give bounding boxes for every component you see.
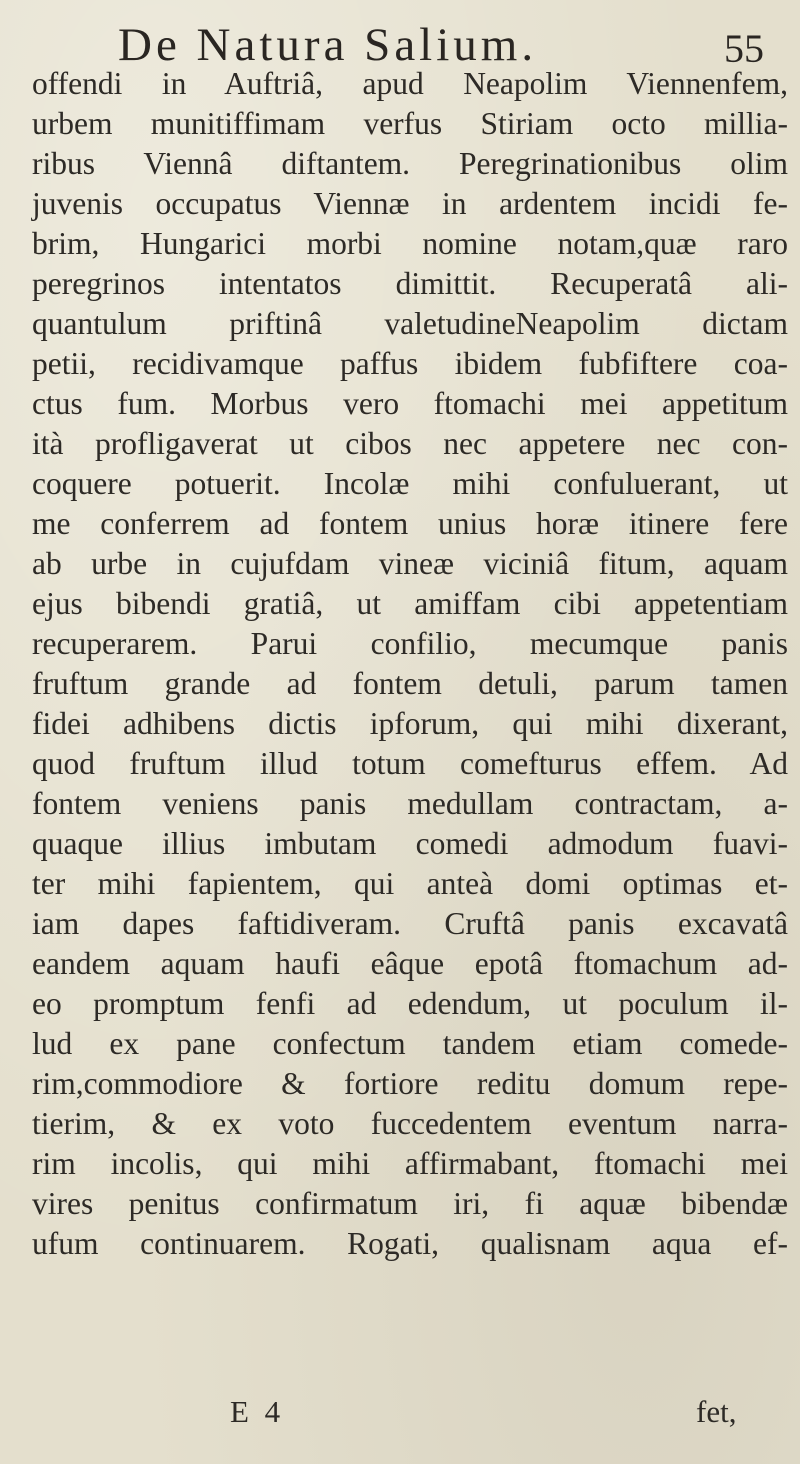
text-line: eo promptum fenfi ad edendum, ut poculum il- <box>32 986 788 1021</box>
text-line: ter mihi fapientem, qui anteà domi optimas et- <box>32 866 788 901</box>
text-line: ribus Viennâ diftantem. Peregrinationibus olim <box>32 146 788 181</box>
text-line: quaque illius imbutam comedi admodum fuavi- <box>32 826 788 861</box>
text-line: tierim, & ex voto fuccedentem eventum narra- <box>32 1106 788 1141</box>
text-line: rim,commodiore & fortiore reditu domum repe- <box>32 1066 788 1101</box>
running-head: De Natura Salium. <box>118 19 538 71</box>
text-line: offendi in Auftriâ, apud Neapolim Viennenfem, <box>32 66 788 101</box>
text-line: petii, recidivamque paffus ibidem fubfiftere coa- <box>32 346 788 381</box>
page-footer <box>0 1392 800 1432</box>
text-line: ufum continuarem. Rogati, qualisnam aqua ef- <box>32 1226 788 1261</box>
catchword: fet, <box>696 1394 737 1429</box>
text-line: fidei adhibens dictis ipforum, qui mihi dixerant, <box>32 706 788 741</box>
text-line: eandem aquam haufi eâque epotâ ftomachum ad- <box>32 946 788 981</box>
signature-mark: E 4 <box>230 1394 285 1429</box>
text-line: vires penitus confirmatum iri, fi aquæ bibendæ <box>32 1186 788 1221</box>
text-line: me conferrem ad fontem unius horæ itinere fere <box>32 506 788 541</box>
text-line: quod fruftum illud totum comefturus effem. Ad <box>32 746 788 781</box>
text-line: fontem veniens panis medullam contractam, a- <box>32 786 788 821</box>
text-line: urbem munitiffimam verfus Stiriam octo millia- <box>32 106 788 141</box>
text-line: ità profligaverat ut cibos nec appetere nec con- <box>32 426 788 461</box>
text-line: rim incolis, qui mihi affirmabant, ftomachi mei <box>32 1146 788 1181</box>
text-line: iam dapes faftidiveram. Cruftâ panis excavatâ <box>32 906 788 941</box>
text-line: lud ex pane confectum tandem etiam comede- <box>32 1026 788 1061</box>
text-line: quantulum priftinâ valetudineNeapolim dictam <box>32 306 788 341</box>
text-line: peregrinos intentatos dimittit. Recuperatâ ali- <box>32 266 788 301</box>
text-line: recuperarem. Parui confilio, mecumque panis <box>32 626 788 661</box>
text-line: ejus bibendi gratiâ, ut amiffam cibi appetentiam <box>32 586 788 621</box>
page-number: 55 <box>724 26 764 71</box>
body-text <box>32 64 792 1264</box>
text-line: juvenis occupatus Viennæ in ardentem incidi fe- <box>32 186 788 221</box>
text-line: brim, Hungarici morbi nomine notam,quæ raro <box>32 226 788 261</box>
text-line: ab urbe in cujufdam vineæ viciniâ fitum, aquam <box>32 546 788 581</box>
text-line: coquere potuerit. Incolæ mihi confuluerant, ut <box>32 466 788 501</box>
text-line: fruftum grande ad fontem detuli, parum tamen <box>32 666 788 701</box>
text-line: ctus fum. Morbus vero ftomachi mei appetitum <box>32 386 788 421</box>
